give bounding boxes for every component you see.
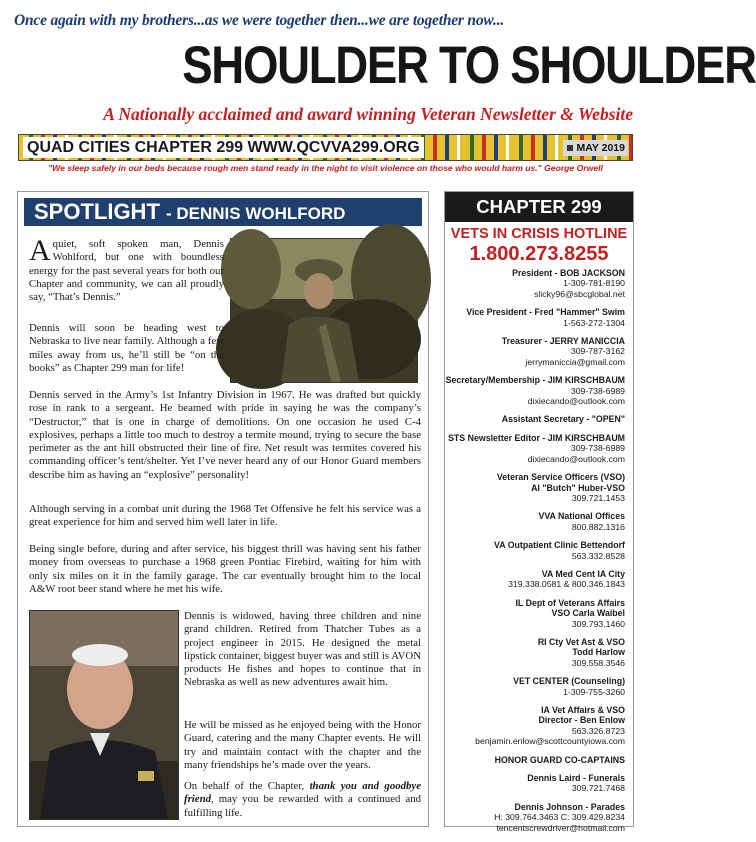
contact-entry [445, 268, 625, 299]
spotlight-article [17, 191, 429, 827]
contact-phone[interactable]: 1-309-755-3260 [563, 686, 625, 697]
contact-label: VVA National Offices [538, 511, 625, 522]
hotline-number[interactable]: 1.800.273.8255 [469, 243, 609, 265]
contact-list [445, 268, 625, 841]
contact-entry [445, 569, 625, 590]
contact-label: VA Outpatient Clinic Bettendorf [494, 540, 625, 551]
spotlight-subject: - DENNIS WOHLFORD [166, 204, 346, 223]
contact-entry [445, 540, 625, 561]
chapter-sidebar [444, 191, 634, 833]
contact-label: Vice President - Fred "Hammer" Swim [466, 307, 625, 318]
contact-entry [445, 472, 625, 503]
contact-phone[interactable]: 309.558.3546 [571, 657, 625, 668]
paragraph-1-text: quiet, soft spoken man, Dennis Wohlford, but one with boundless energy for the past several years for both our Chapter and community, we can all proudly say, “That’s Dennis.” [29, 238, 224, 304]
contact-phone[interactable]: 309-738-6989 [570, 385, 625, 396]
orwell-quote: "We sleep safely in our beds because rough men stand ready in the night to visit violence on those who would harm us." George Orwell [48, 163, 603, 173]
paragraph-5: Being single before, during and after service, his biggest thrill was having sent his father money from overseas to purchase a 1968 green Pontiac Firebird, waiting for him with only six miles on it in the family garage. The car eventually brought him to the local A&W root beer stand where he met his wife. [29, 543, 421, 595]
contact-label-secondary: Todd Harlow [572, 647, 625, 658]
contact-label-secondary: Director - Ben Enlow [538, 715, 625, 726]
contact-phone[interactable]: 563.326.8723 [571, 725, 625, 736]
contact-label: Secretary/Membership - JIM KIRSCHBAUM [445, 375, 625, 386]
contact-label: President - BOB JACKSON [512, 268, 625, 278]
contact-label-secondary: VSO Carla Waibel [551, 608, 625, 619]
contact-label: IA Vet Affairs & VSO [541, 705, 625, 715]
paragraph-8-end: , may you be rewarded with a continued and fulfilling life. [184, 793, 421, 819]
contact-label: Veteran Service Officers (VSO) [496, 472, 625, 483]
sidebar-title: CHAPTER 299 [445, 192, 633, 222]
contact-label: IL Dept of Veterans Affairs [515, 597, 625, 608]
contact-label: HONOR GUARD CO-CAPTAINS [494, 754, 625, 765]
contact-label: Treasurer - JERRY MANICCIA [501, 336, 625, 347]
paragraph-8 [184, 780, 421, 820]
soldier-photo [230, 238, 418, 383]
drop-cap: A [29, 234, 51, 267]
paragraph-4: Although serving in a combat unit during the 1968 Tet Offensive he felt his service was a great experience for him and served him well later in life. [29, 503, 421, 529]
hotline-label: VETS IN CRISIS HOTLINE [450, 226, 628, 242]
newsletter-title: SHOULDER TO SHOULDER [182, 36, 756, 95]
contact-phone[interactable]: 309.721.7468 [571, 783, 625, 794]
contact-phone[interactable]: 1-309-781-8190 [563, 278, 625, 289]
contact-label: STS Newsletter Editor - JIM KIRSCHBAUM [448, 432, 625, 443]
contact-entry [445, 336, 625, 367]
contact-phone[interactable]: 309-787-3162 [570, 346, 625, 357]
contact-phone[interactable]: 800.882.1316 [571, 521, 625, 532]
contact-phone[interactable]: 319.338.0581 & 800.346.1843 [508, 579, 625, 590]
contact-email[interactable]: slicky96@sbcglobal.net [534, 288, 625, 299]
contact-entry [445, 598, 625, 629]
contact-entry [445, 307, 625, 328]
jungle-soldier-image [231, 239, 417, 382]
contact-email[interactable]: jerrymaniccia@gmail.com [525, 356, 625, 367]
paragraph-3: Dennis served in the Army’s 1st Infantry Division in 1967. He was drafted but quickly rose in rank to a sergeant. He beamed with pride in saying he was the company’s “Destructor,” that is one in charge of demolitions. On one occasion he used C-4 explosives, perhaps a little too much to destroy a termite mound, trying to secure the base perimeter as the ant hill obstructed their line of fire. Net result was termites covered his commanding officer’s tent/shelter. Yet I’ve never heard any of our Honor Guard members describe him as having an “explosive” personality! [29, 389, 421, 481]
spotlight-header [24, 198, 422, 226]
contact-phone[interactable]: 309.793.1460 [571, 618, 625, 629]
paragraph-8-emphasis: thank you and goodbye friend [184, 780, 421, 806]
contact-email[interactable]: benjamin.enlow@scottcountyiowa.com [475, 736, 625, 747]
contact-phone[interactable]: 1-563-272-1304 [563, 317, 625, 328]
contact-label-secondary: Al "Butch" Huber-VSO [531, 482, 625, 493]
contact-entry [445, 705, 625, 747]
spotlight-title: SPOTLIGHT [34, 199, 160, 224]
ribbon-banner [18, 134, 633, 161]
veteran-portrait-image [30, 611, 178, 819]
contact-entry [445, 375, 625, 406]
contact-phone[interactable]: 309.721.1453 [571, 492, 625, 503]
contact-entry [445, 511, 625, 532]
portrait-photo [29, 610, 179, 820]
contact-phone[interactable]: 563.332.8528 [571, 550, 625, 561]
contact-label: VA Med Cent IA City [541, 568, 625, 579]
paragraph-8-start: On behalf of the Chapter, [184, 780, 310, 792]
contact-email[interactable]: dixiecando@outlook.com [527, 453, 625, 464]
contact-phone[interactable]: 309-738-6989 [570, 443, 625, 454]
newsletter-subtitle: A Nationally acclaimed and award winning Veteran Newsletter & Website [103, 104, 633, 124]
contact-label: Dennis Laird - Funerals [527, 773, 625, 784]
paragraph-1 [29, 234, 224, 304]
contact-entry [445, 676, 625, 697]
tagline: Once again with my brothers...as we were together then...we are together now... [14, 12, 504, 29]
contact-entry [445, 414, 625, 424]
contact-label: Assistant Secretary - "OPEN" [501, 414, 625, 425]
contact-entry [445, 433, 625, 464]
chapter-website-banner[interactable]: QUAD CITIES CHAPTER 299 WWW.QCVVA299.ORG [23, 137, 424, 158]
contact-label: RI Cty Vet Ast & VSO [537, 636, 625, 647]
contact-email[interactable]: tencentscrewdriver@hotmail.com [496, 822, 625, 833]
contact-entry [445, 637, 625, 668]
paragraph-2: Dennis will soon be heading west to Nebraska to live near family. Although a few miles away from us, he’ll still be “on the books” as Chapter 299 man for life! [29, 322, 224, 374]
paragraph-6: Dennis is widowed, having three children and nine grand children. Retired from Thatcher Tubes as a project engineer in 2015. He designed the metal lipstick container, biggest buyer was and still is AVON products He fishes and hopes to continue that in Nebraska as well as new adventures await him. [184, 610, 421, 689]
contact-label: Dennis Johnson - Parades [514, 801, 625, 812]
contact-entry [445, 755, 625, 765]
contact-label: VET CENTER (Counseling) [513, 676, 625, 687]
contact-email[interactable]: dixiecando@outlook.com [527, 396, 625, 407]
contact-entry [445, 773, 625, 794]
issue-date: MAY 2019 [563, 140, 628, 156]
contact-entry [445, 802, 625, 833]
contact-phone[interactable]: H: 309.764.3463 C: 309.429.8234 [494, 812, 625, 823]
paragraph-7: He will be missed as he enjoyed being with the Honor Guard, catering and the many Chapter events. He will try and maintain contact with the chapter and the many friendships he’s made over the years. [184, 719, 421, 771]
